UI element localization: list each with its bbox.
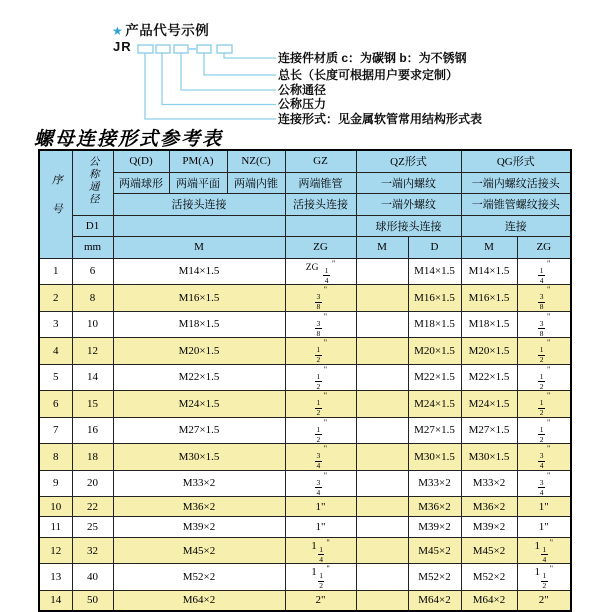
zg-thread-cell: 1 $\frac{1}{4}$ " [285, 537, 356, 564]
end-type-gz: 两端锥管 [285, 172, 356, 194]
seq-cell: 1 [39, 258, 72, 285]
qg-zg-cell: $\frac{1}{2}$ " [517, 391, 571, 418]
seq-cell: 3 [39, 311, 72, 338]
zg-thread-cell: $\frac{3}{8}$ " [285, 311, 356, 338]
code-box-3 [174, 45, 188, 53]
dn-mm-cell: 50 [72, 590, 113, 610]
table-row [39, 470, 571, 497]
qg-m-cell: M52×2 [461, 564, 517, 591]
m-thread-cell: M16×1.5 [113, 285, 285, 312]
zg-thread-cell: $\frac{3}{4}$ " [285, 470, 356, 497]
qg-zg-cell: $\frac{1}{2}$ " [517, 417, 571, 444]
qg-zg-cell: $\frac{1}{4}$ " [517, 258, 571, 285]
qg-zg-cell: $\frac{3}{8}$ " [517, 285, 571, 312]
code-label-connection-form: 连接形式：见金属软管常用结构形式表 [278, 111, 483, 126]
qz-d-cell: M14×1.5 [408, 258, 461, 285]
diagram-title [112, 19, 209, 39]
thread-col-qz-m: M [356, 237, 408, 259]
qz-m-cell [356, 417, 408, 444]
code-prefix: JR [113, 39, 132, 54]
zg-thread-cell: 1" [285, 497, 356, 517]
dn-mm-cell: 20 [72, 470, 113, 497]
zg-thread-cell: $\frac{1}{2}$ " [285, 364, 356, 391]
qg-m-cell: M36×2 [461, 497, 517, 517]
col-header-dn: 公称通径 [72, 150, 113, 215]
table-row [39, 285, 571, 312]
table-body [39, 258, 571, 611]
qz-m-cell [356, 391, 408, 418]
m-thread-cell: M18×1.5 [113, 311, 285, 338]
zg-thread-cell: $\frac{3}{8}$ " [285, 285, 356, 312]
form-code-qd: Q(D) [113, 150, 169, 172]
conn-type-ext-thread: 一端外螺纹 [356, 194, 461, 216]
qg-m-cell: M16×1.5 [461, 285, 517, 312]
m-thread-cell: M14×1.5 [113, 258, 285, 285]
qg-zg-cell: 1" [517, 497, 571, 517]
table-row [39, 391, 571, 418]
qz-d-cell: M24×1.5 [408, 391, 461, 418]
table-row [39, 417, 571, 444]
qg-zg-cell: 1" [517, 517, 571, 537]
table-row [39, 311, 571, 338]
qz-d-cell: M36×2 [408, 497, 461, 517]
m-thread-cell: M52×2 [113, 564, 285, 591]
qz-d-cell: M30×1.5 [408, 444, 461, 471]
conn-type-union-gz: 活接头连接 [285, 194, 356, 216]
seq-cell: 14 [39, 590, 72, 610]
dn-mm-cell: 25 [72, 517, 113, 537]
seq-cell: 8 [39, 444, 72, 471]
thread-col-qg-zg: ZG [517, 237, 571, 259]
zg-thread-cell: $\frac{3}{4}$ " [285, 444, 356, 471]
dn-mm-cell: 22 [72, 497, 113, 517]
qz-m-cell [356, 311, 408, 338]
seq-cell: 9 [39, 470, 72, 497]
qg-m-cell: M14×1.5 [461, 258, 517, 285]
dn-mm-cell: 14 [72, 364, 113, 391]
dn-mm-cell: 15 [72, 391, 113, 418]
qz-d-cell: M18×1.5 [408, 311, 461, 338]
qg-zg-cell: 2" [517, 590, 571, 610]
m-thread-cell: M45×2 [113, 537, 285, 564]
code-box-4 [197, 45, 211, 53]
qz-d-cell: M52×2 [408, 564, 461, 591]
code-label-nominal-pressure: 公称压力 [278, 97, 327, 111]
seq-cell: 10 [39, 497, 72, 517]
qz-m-cell [356, 564, 408, 591]
end-type-qd: 两端球形 [113, 172, 169, 194]
qz-m-cell [356, 364, 408, 391]
empty-header-cell [285, 215, 356, 237]
table-title: 螺母连接形式参考表 [34, 129, 224, 150]
qg-m-cell: M39×2 [461, 517, 517, 537]
seq-cell: 4 [39, 338, 72, 365]
thread-col-zg: ZG [285, 237, 356, 259]
qz-m-cell [356, 285, 408, 312]
table-row [39, 497, 571, 517]
qz-m-cell [356, 444, 408, 471]
form-code-qg: QG形式 [461, 150, 571, 172]
qg-zg-cell: $\frac{3}{4}$ " [517, 470, 571, 497]
seq-cell: 13 [39, 564, 72, 591]
qg-m-cell: M30×1.5 [461, 444, 517, 471]
m-thread-cell: M24×1.5 [113, 391, 285, 418]
m-thread-cell: M22×1.5 [113, 364, 285, 391]
code-label-material: 连接件材质 c：为碳钢 b：为不锈钢 [278, 50, 467, 65]
table-row [39, 338, 571, 365]
dn-mm-cell: 10 [72, 311, 113, 338]
m-thread-cell: M64×2 [113, 590, 285, 610]
qz-m-cell [356, 338, 408, 365]
seq-cell: 12 [39, 537, 72, 564]
zg-thread-cell: ZG $\frac{1}{4}$ " [285, 258, 356, 285]
table-row [39, 564, 571, 591]
qz-m-cell [356, 470, 408, 497]
end-type-qz: 一端内螺纹 [356, 172, 461, 194]
qz-m-cell [356, 537, 408, 564]
qg-m-cell: M33×2 [461, 470, 517, 497]
col-header-seq: 序号 [39, 150, 72, 258]
code-box-1 [138, 45, 153, 53]
table-row [39, 258, 571, 285]
qg-m-cell: M64×2 [461, 590, 517, 610]
end-type-pma: 两端平面 [169, 172, 227, 194]
nut-connection-reference-table [38, 149, 572, 612]
code-box-5 [217, 45, 232, 53]
qg-zg-cell: $\frac{3}{4}$ " [517, 444, 571, 471]
dn-mm-cell: 32 [72, 537, 113, 564]
qz-d-cell: M27×1.5 [408, 417, 461, 444]
m-thread-cell: M20×1.5 [113, 338, 285, 365]
qg-zg-cell: $\frac{1}{2}$ " [517, 338, 571, 365]
conn-type-union: 活接头连接 [113, 194, 285, 216]
qg-zg-cell: $\frac{1}{2}$ " [517, 364, 571, 391]
end-type-nzc: 两端内锥 [227, 172, 285, 194]
qz-d-cell: M20×1.5 [408, 338, 461, 365]
seq-cell: 7 [39, 417, 72, 444]
table-row [39, 444, 571, 471]
table-row [39, 537, 571, 564]
qz-d-cell: M22×1.5 [408, 364, 461, 391]
qg-zg-cell: 1 $\frac{1}{2}$ " [517, 564, 571, 591]
m-thread-cell: M30×1.5 [113, 444, 285, 471]
code-label-total-length: 总长（长度可根据用户要求定制） [278, 67, 459, 82]
conn-type-ball-joint: 球形接头连接 [356, 215, 461, 237]
diagram-title-text: 产品代号示例 [125, 23, 210, 38]
qz-d-cell: M39×2 [408, 517, 461, 537]
qz-m-cell [356, 590, 408, 610]
dn-mm-cell: 18 [72, 444, 113, 471]
empty-header-cell [113, 215, 285, 237]
m-thread-cell: M36×2 [113, 497, 285, 517]
dn-mm-cell: 8 [72, 285, 113, 312]
conn-type-connect: 连接 [461, 215, 571, 237]
zg-thread-cell: 1" [285, 517, 356, 537]
qz-d-cell: M16×1.5 [408, 285, 461, 312]
qg-zg-cell: $\frac{3}{8}$ " [517, 311, 571, 338]
qz-d-cell: M45×2 [408, 537, 461, 564]
code-label-nominal-diameter: 公称通径 [278, 82, 327, 97]
zg-thread-cell: $\frac{1}{2}$ " [285, 391, 356, 418]
dn-mm-cell: 16 [72, 417, 113, 444]
zg-thread-cell: $\frac{1}{2}$ " [285, 417, 356, 444]
qg-m-cell: M24×1.5 [461, 391, 517, 418]
unit-mm: mm [72, 237, 113, 259]
zg-thread-cell: $\frac{1}{2}$ " [285, 338, 356, 365]
form-code-pma: PM(A) [169, 150, 227, 172]
m-thread-cell: M33×2 [113, 470, 285, 497]
m-thread-cell: M39×2 [113, 517, 285, 537]
table-row [39, 364, 571, 391]
end-type-qg: 一端内螺纹活接头 [461, 172, 571, 194]
table-row [39, 590, 571, 610]
qg-m-cell: M22×1.5 [461, 364, 517, 391]
form-code-qz: QZ形式 [356, 150, 461, 172]
seq-cell: 5 [39, 364, 72, 391]
col-header-d1: D1 [72, 215, 113, 237]
thread-col-qz-d: D [408, 237, 461, 259]
form-code-gz: GZ [285, 150, 356, 172]
qz-d-cell: M33×2 [408, 470, 461, 497]
dn-mm-cell: 12 [72, 338, 113, 365]
thread-col-qg-m: M [461, 237, 517, 259]
m-thread-cell: M27×1.5 [113, 417, 285, 444]
qz-m-cell [356, 497, 408, 517]
conn-type-taper-thread: 一端锥管螺纹接头 [461, 194, 571, 216]
qg-m-cell: M20×1.5 [461, 338, 517, 365]
qz-d-cell: M64×2 [408, 590, 461, 610]
qz-m-cell [356, 517, 408, 537]
table-row [39, 517, 571, 537]
thread-col-m: M [113, 237, 285, 259]
code-box-2 [156, 45, 170, 53]
qz-m-cell [356, 258, 408, 285]
zg-thread-cell: 2" [285, 590, 356, 610]
star-icon: ★ [112, 24, 124, 38]
seq-cell: 11 [39, 517, 72, 537]
qg-m-cell: M45×2 [461, 537, 517, 564]
seq-cell: 6 [39, 391, 72, 418]
dn-mm-cell: 6 [72, 258, 113, 285]
qg-m-cell: M18×1.5 [461, 311, 517, 338]
form-code-nzc: NZ(C) [227, 150, 285, 172]
qg-m-cell: M27×1.5 [461, 417, 517, 444]
zg-thread-cell: 1 $\frac{1}{2}$ " [285, 564, 356, 591]
seq-cell: 2 [39, 285, 72, 312]
qg-zg-cell: 1 $\frac{1}{4}$ " [517, 537, 571, 564]
dn-mm-cell: 40 [72, 564, 113, 591]
